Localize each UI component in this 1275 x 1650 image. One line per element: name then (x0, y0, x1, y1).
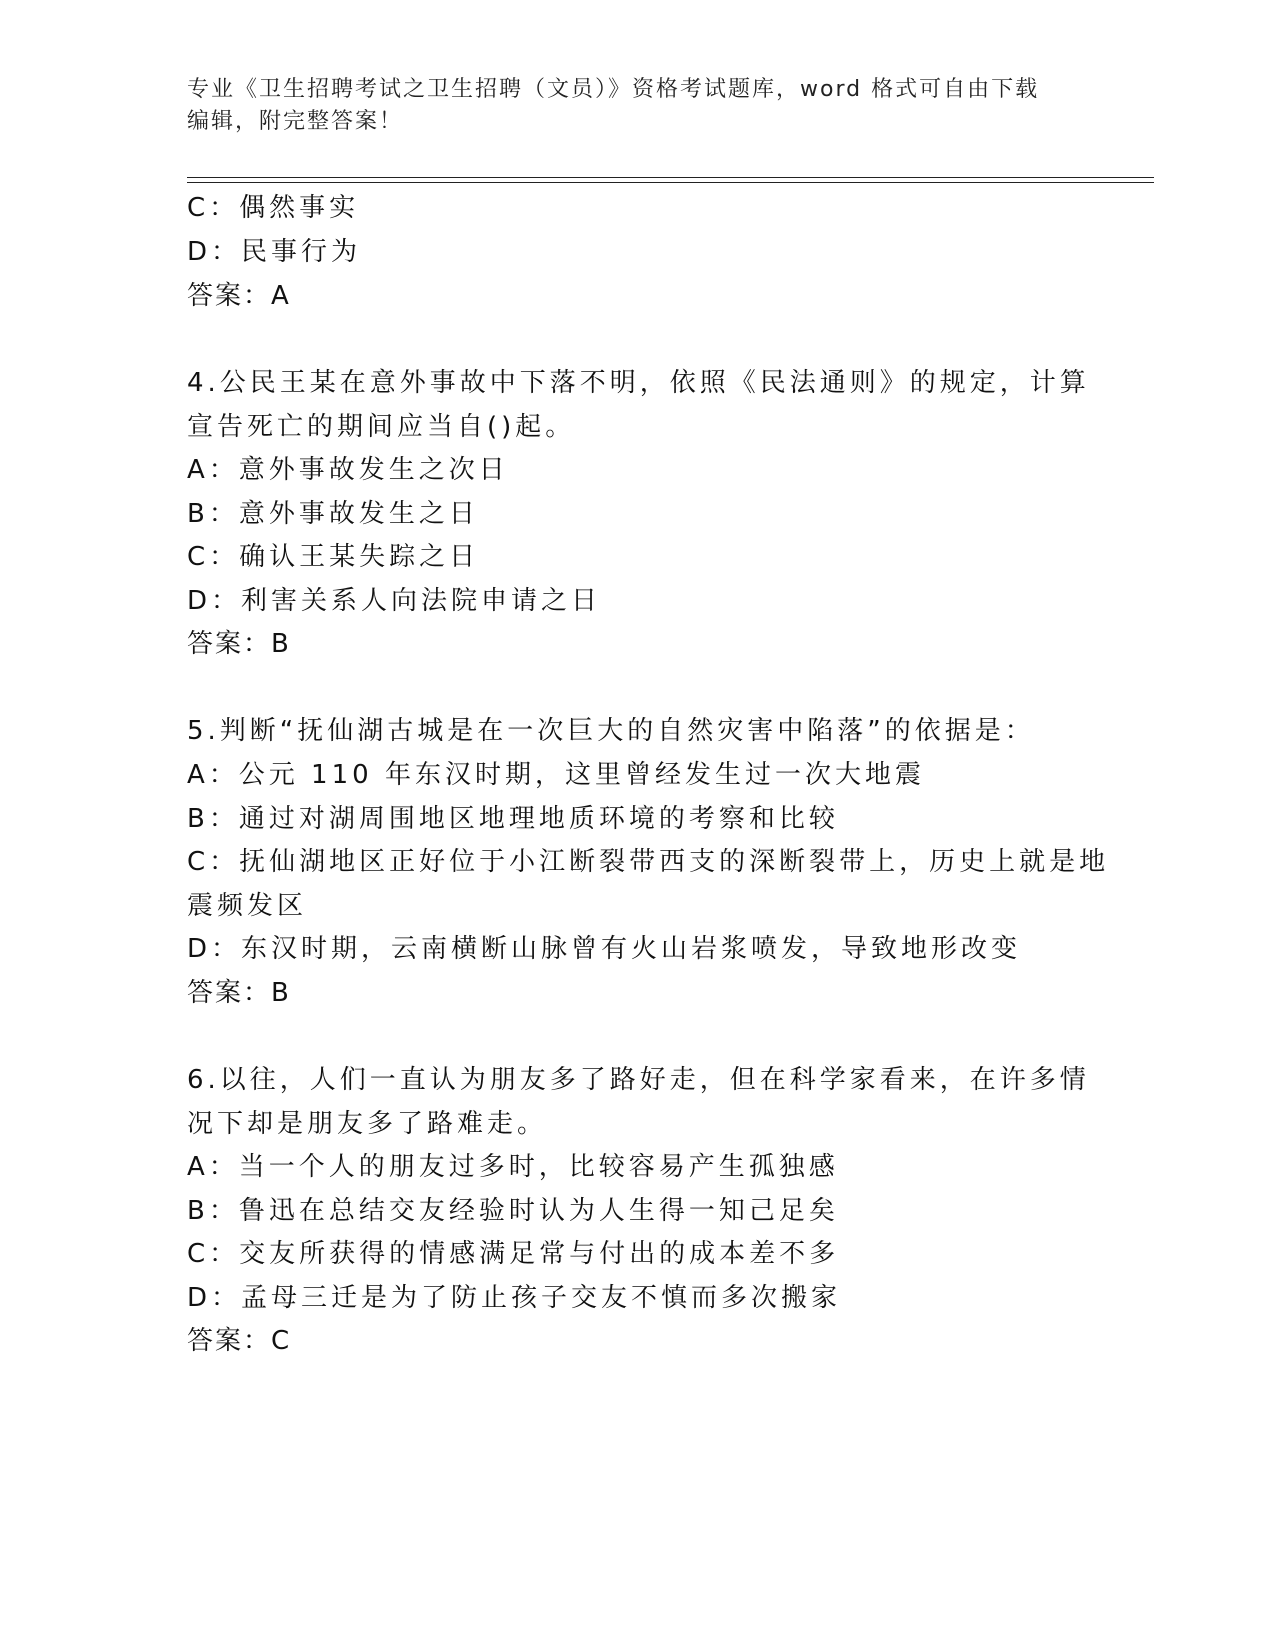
q6-answer: 答案：C (187, 1326, 292, 1356)
q5-option-a: A：公元 110 年东汉时期，这里曾经发生过一次大地震 (187, 760, 925, 790)
q5-stem-line-1: 5.判断“抚仙湖古城是在一次巨大的自然灾害中陷落”的依据是： (187, 716, 1035, 746)
prev-option-c: C：偶然事实 (187, 193, 360, 223)
q5-answer: 答案：B (187, 978, 291, 1008)
q4-option-d: D：利害关系人向法院申请之日 (187, 586, 602, 616)
header-line-1: 专业《卫生招聘考试之卫生招聘（文员）》资格考试题库，word 格式可自由下载 (187, 77, 1040, 102)
q4-answer: 答案：B (187, 629, 291, 659)
q6-stem-line-1: 6.以往，人们一直认为朋友多了路好走，但在科学家看来，在许多情 (187, 1065, 1090, 1095)
q6-option-b: B：鲁迅在总结交友经验时认为人生得一知己足矣 (187, 1196, 839, 1226)
header-line-2: 编辑，附完整答案！ (187, 109, 404, 134)
q4-stem-line-2: 宣告死亡的期间应当自()起。 (187, 412, 576, 442)
page-header (187, 74, 1067, 138)
q4-stem-line-1: 4.公民王某在意外事故中下落不明，依照《民法通则》的规定，计算 (187, 368, 1090, 398)
q5-option-c-line-1: C：抚仙湖地区正好位于小江断裂带西支的深断裂带上，历史上就是地 (187, 847, 1110, 877)
q6-option-d: D：孟母三迁是为了防止孩子交友不慎而多次搬家 (187, 1283, 842, 1313)
header-divider-top (187, 177, 1154, 178)
header-divider-bottom (187, 182, 1154, 183)
prev-option-d: D：民事行为 (187, 237, 362, 267)
q4-option-a: A：意外事故发生之次日 (187, 455, 509, 485)
q6-option-c: C：交友所获得的情感满足常与付出的成本差不多 (187, 1239, 840, 1269)
q5-option-d: D：东汉时期，云南横断山脉曾有火山岩浆喷发，导致地形改变 (187, 934, 1022, 964)
q5-option-c-line-2: 震频发区 (187, 891, 308, 921)
q6-option-a: A：当一个人的朋友过多时，比较容易产生孤独感 (187, 1152, 839, 1182)
q6-stem-line-2: 况下却是朋友多了路难走。 (187, 1109, 548, 1139)
prev-answer: 答案：A (187, 281, 291, 311)
q4-option-c: C：确认王某失踪之日 (187, 542, 480, 572)
q5-option-b: B：通过对湖周围地区地理地质环境的考察和比较 (187, 804, 839, 834)
q4-option-b: B：意外事故发生之日 (187, 499, 479, 529)
